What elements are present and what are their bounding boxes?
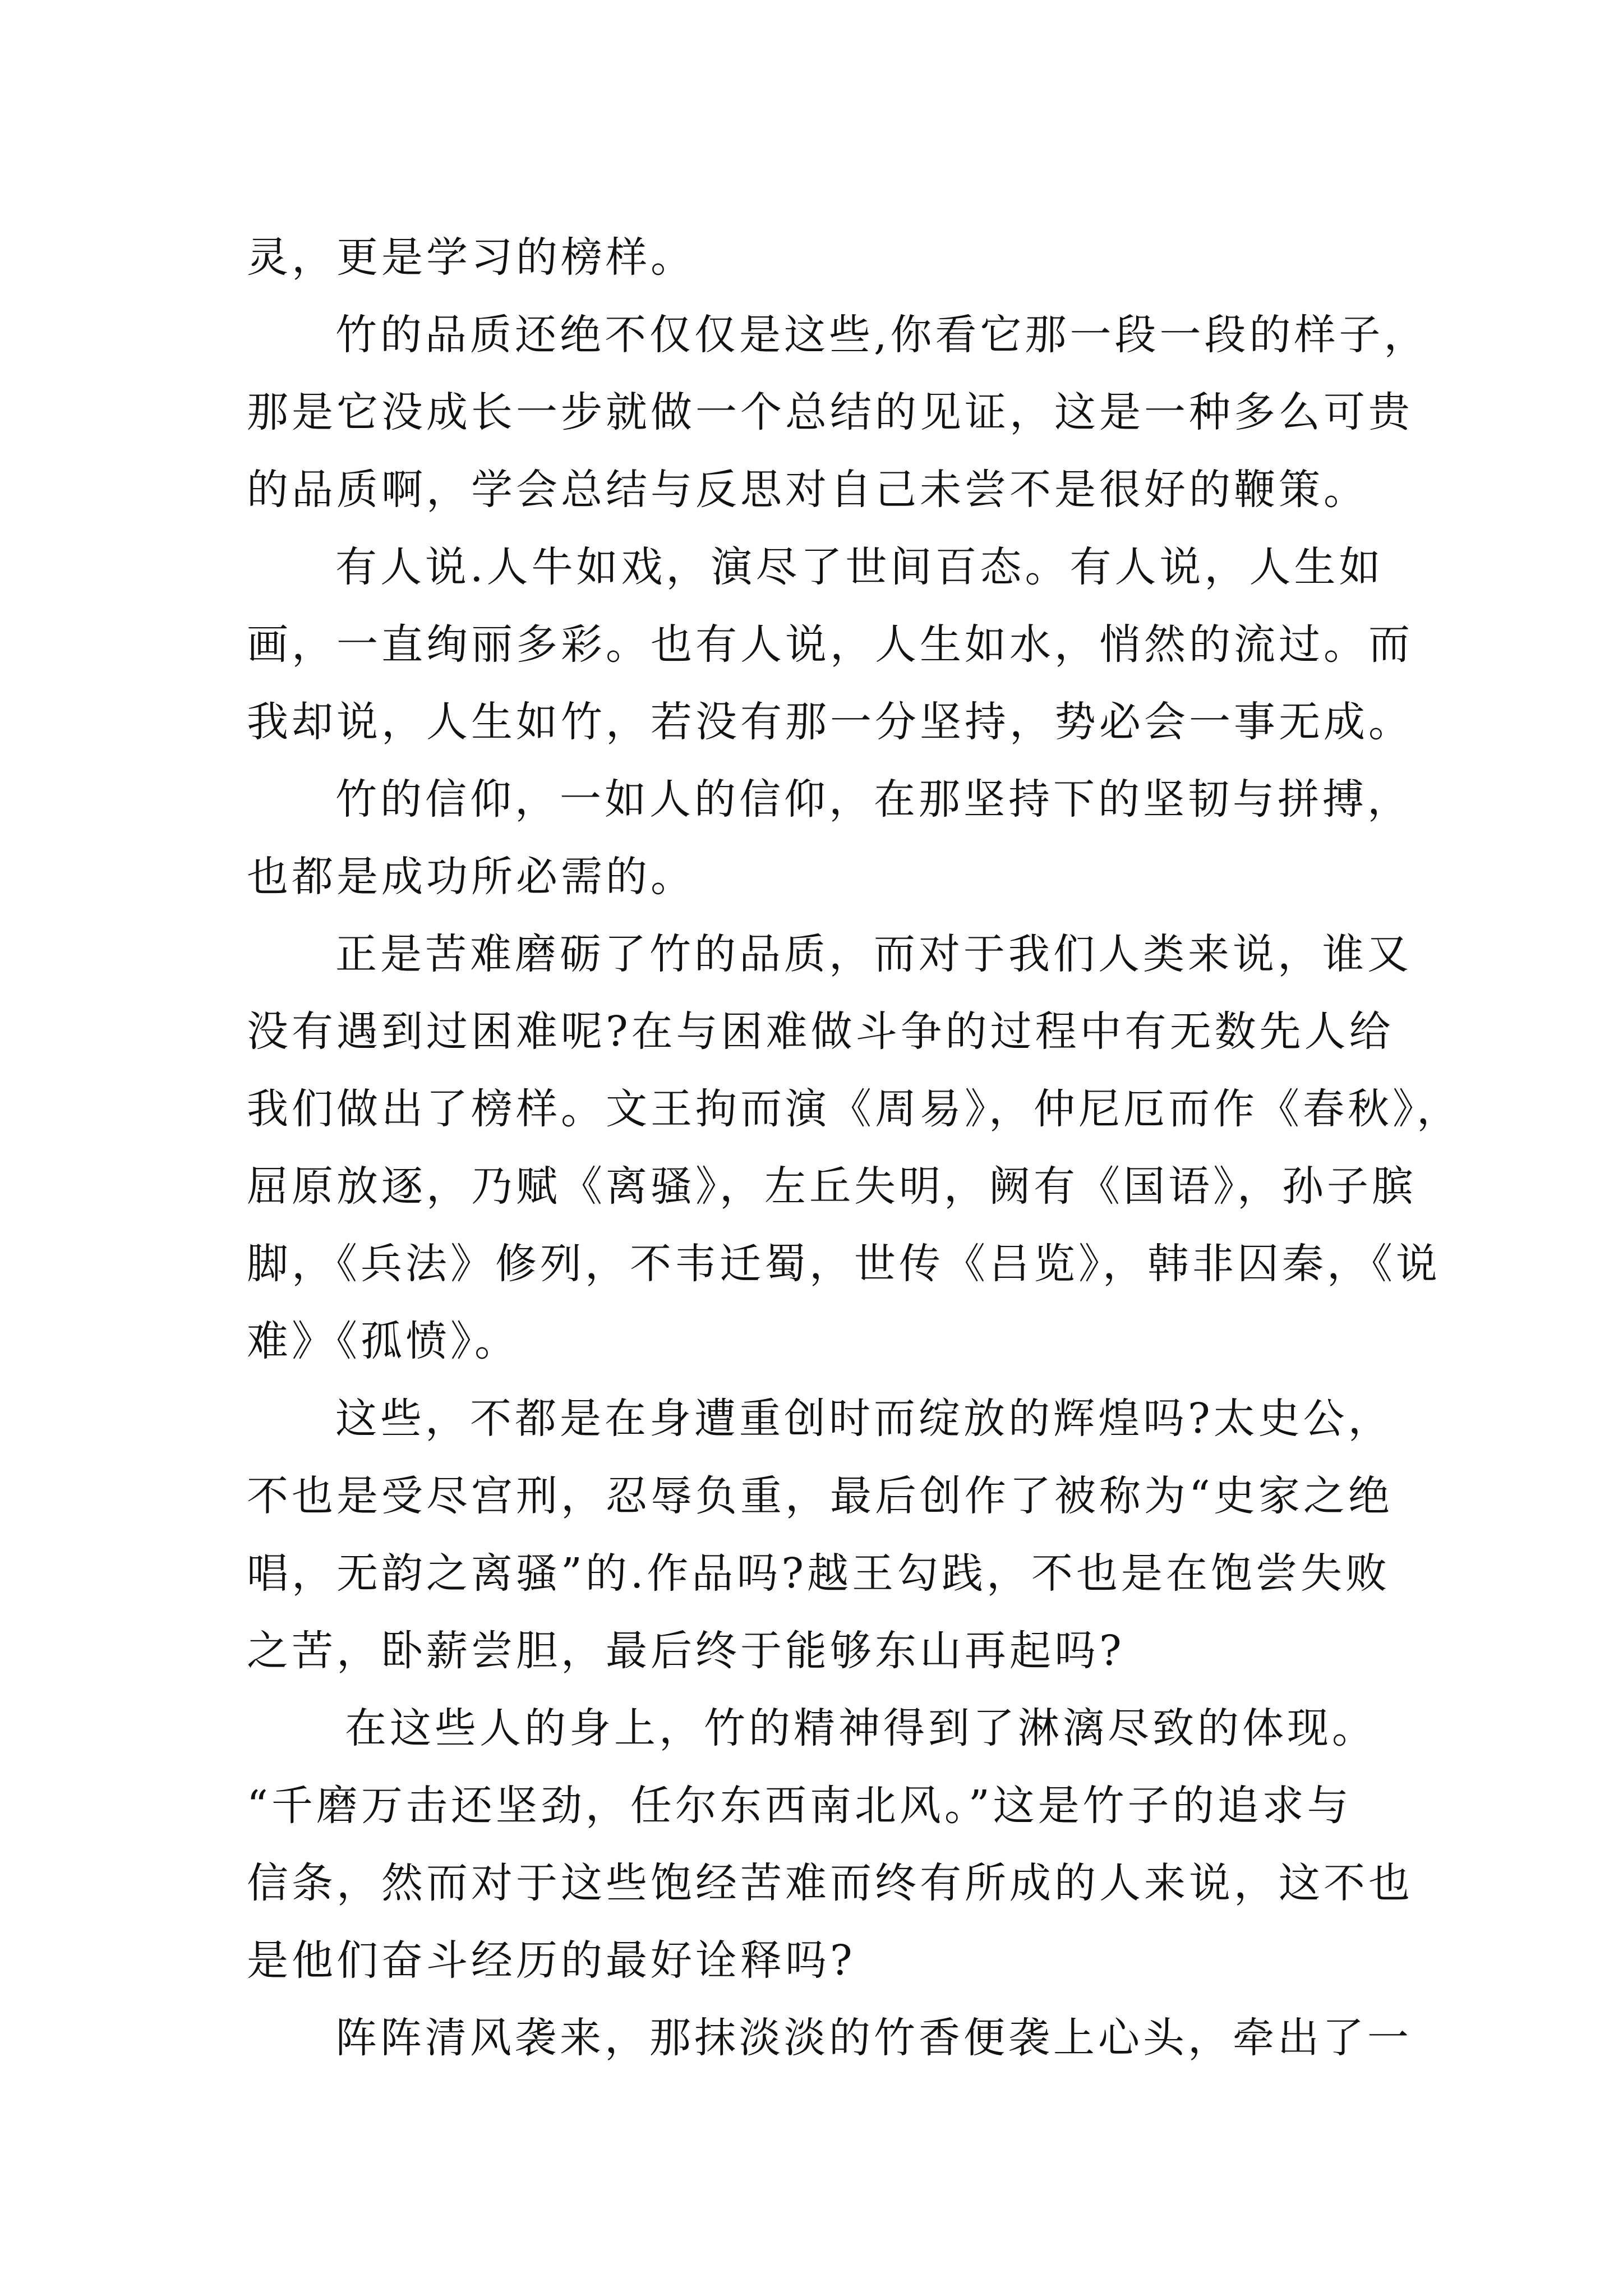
text-line: “千磨万击还坚劲，任尔东西南北风。”这是竹子的追求与 <box>247 1782 1352 1830</box>
text-line: 阵阵清风袭来，那抹淡淡的竹香便袭上心头，牵出了一 <box>335 2014 1412 2062</box>
text-line: 是他们奋斗经历的最好诠释吗? <box>247 1936 856 1985</box>
text-line: 在这些人的身上，竹的精神得到了淋漓尽致的体现。 <box>345 1704 1377 1752</box>
text-line: 难》《孤愤》。 <box>247 1317 519 1365</box>
text-line: 画，一直绚丽多彩。也有人说，人生如水，悄然的流过。而 <box>247 620 1413 669</box>
text-line: 我却说，人生如竹，若没有那一分坚持，势必会一事无成。 <box>247 698 1413 746</box>
text-line: 的品质啊，学会总结与反思对自己未尝不是很好的鞭策。 <box>247 466 1368 514</box>
text-line: 没有遇到过困难呢?在与困难做斗争的过程中有无数先人给 <box>247 1007 1394 1056</box>
text-line: 我们做出了榜样。文王拘而演《周易》，仲尼厄而作《春秋》， <box>247 1085 1461 1133</box>
text-line: 竹的信仰，一如人的信仰，在那坚持下的坚韧与拼搏， <box>335 775 1412 823</box>
text-line: 信条，然而对于这些饱经苦难而终有所成的人来说，这不也 <box>247 1859 1413 1907</box>
text-line: 这些，不都是在身遭重创时而绽放的辉煌吗?太史公， <box>335 1395 1393 1443</box>
text-line: 之苦，卧薪尝胆，最后终于能够东山再起吗? <box>247 1627 1125 1675</box>
body-text <box>247 219 1481 2077</box>
text-line: 有人说.人牛如戏，演尽了世间百态。有人说，人生如 <box>335 543 1384 591</box>
text-line: 脚，《兵法》修列，不韦迁蜀，世传《吕览》，韩非囚秦，《说 <box>247 1240 1441 1288</box>
text-line: 那是它没成长一步就做一个总结的见证，这是一种多么可贵 <box>247 388 1413 436</box>
text-line: 灵，更是学习的榜样。 <box>247 233 695 282</box>
text-line: 正是苦难磨砺了竹的品质，而对于我们人类来说，谁又 <box>335 930 1412 978</box>
text-line: 不也是受尽宫刑，忍辱负重，最后创作了被称为“史家之绝 <box>247 1472 1393 1520</box>
text-line: 唱，无韵之离骚”的.作品吗?越王勾践，不也是在饱尝失败 <box>247 1549 1391 1598</box>
text-line: 也都是成功所必需的。 <box>247 853 695 901</box>
text-line: 竹的品质还绝不仅仅是这些,你看它那一段一段的样子， <box>335 311 1429 359</box>
text-line: 屈原放逐，乃赋《离骚》，左丘失明，阙有《国语》，孙子膑 <box>247 1162 1417 1211</box>
